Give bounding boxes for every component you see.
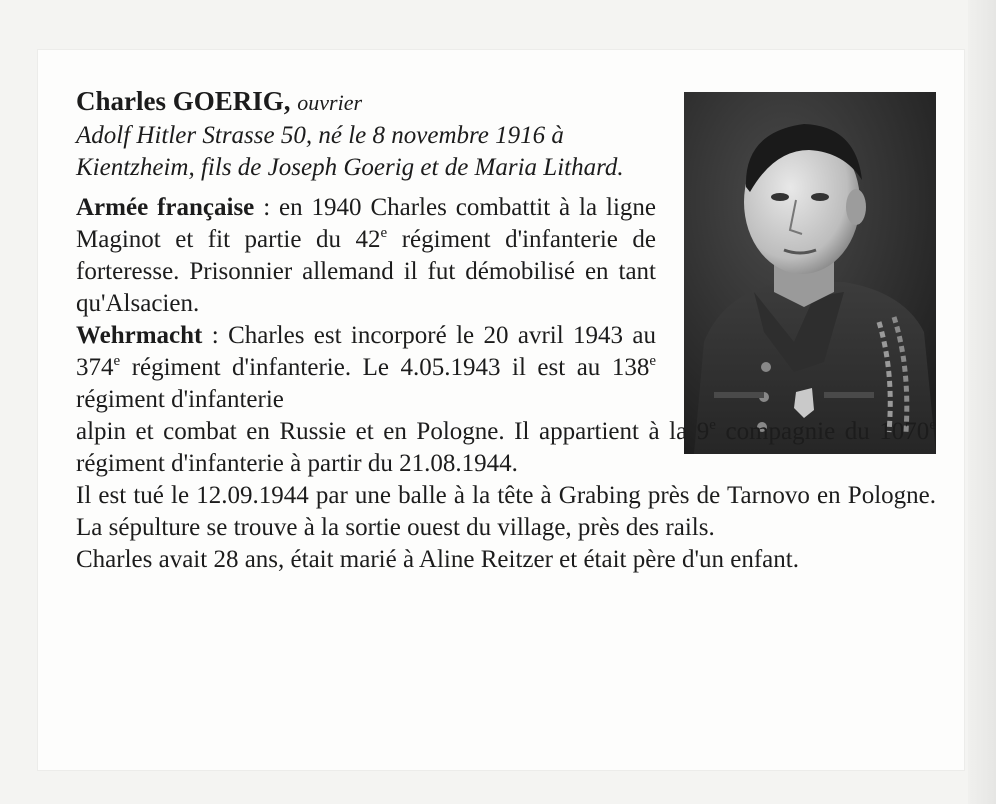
french-army-text-a: en 1940 Charles combattit à la ligne Maginot et fit partie du 42 bbox=[76, 194, 656, 253]
death-paragraph: Il est tué le 12.09.1944 par une balle à la tête à Grabing près de Tarnovo en Pologne. La sépulture se trouve à la sortie ouest du village, près des rails. bbox=[76, 482, 936, 541]
french-army-label: Armée française bbox=[76, 194, 255, 221]
wehrmacht-text-a: Charles est incorporé le 20 avril 1943 au 374 bbox=[76, 322, 656, 381]
french-army-paragraph bbox=[76, 192, 656, 320]
wehrmacht-text-f: régiment d'infanterie à partir du 21.08.1944. bbox=[76, 450, 518, 477]
name-line bbox=[76, 84, 656, 120]
wehrmacht-sup-b: e bbox=[649, 353, 656, 369]
wehrmacht-text-d: alpin et combat en Russie et en Pologne. Il appartient à la 9 bbox=[76, 418, 710, 445]
french-army-separator: : bbox=[254, 194, 280, 221]
person-name: Charles GOERIG, bbox=[76, 86, 291, 116]
wehrmacht-text-e: compagnie du 1070 bbox=[715, 418, 930, 445]
scan-edge bbox=[968, 0, 996, 804]
wehrmacht-label: Wehrmacht bbox=[76, 322, 203, 349]
wehrmacht-separator: : bbox=[202, 322, 229, 349]
family-paragraph: Charles avait 28 ans, était marié à Aline Reitzer et était père d'un enfant. bbox=[76, 546, 799, 573]
biography-text bbox=[76, 84, 936, 576]
wehrmacht-paragraph-top bbox=[76, 320, 656, 416]
upper-column bbox=[76, 84, 656, 416]
french-army-text-b: régiment d'infanterie de forteresse. Prisonnier allemand il fut démobilisé en tant qu'Alsacien. bbox=[76, 226, 656, 317]
wehrmacht-text-b: régiment d'infanterie. Le 4.05.1943 il est au 138 bbox=[120, 354, 650, 381]
wehrmacht-sup-e: e bbox=[929, 417, 936, 433]
wehrmacht-sup-a: e bbox=[113, 353, 121, 369]
person-occupation: ouvrier bbox=[297, 90, 363, 115]
wehrmacht-paragraph-bottom bbox=[76, 416, 936, 480]
wehrmacht-sup-d: e bbox=[709, 417, 716, 433]
wehrmacht-text-c: régiment d'infanterie bbox=[76, 386, 284, 413]
french-army-sup: e bbox=[380, 225, 388, 241]
person-origin: Adolf Hitler Strasse 50, né le 8 novembre 1916 à Kientzheim, fils de Joseph Goerig et de Maria Lithard. bbox=[76, 122, 624, 181]
